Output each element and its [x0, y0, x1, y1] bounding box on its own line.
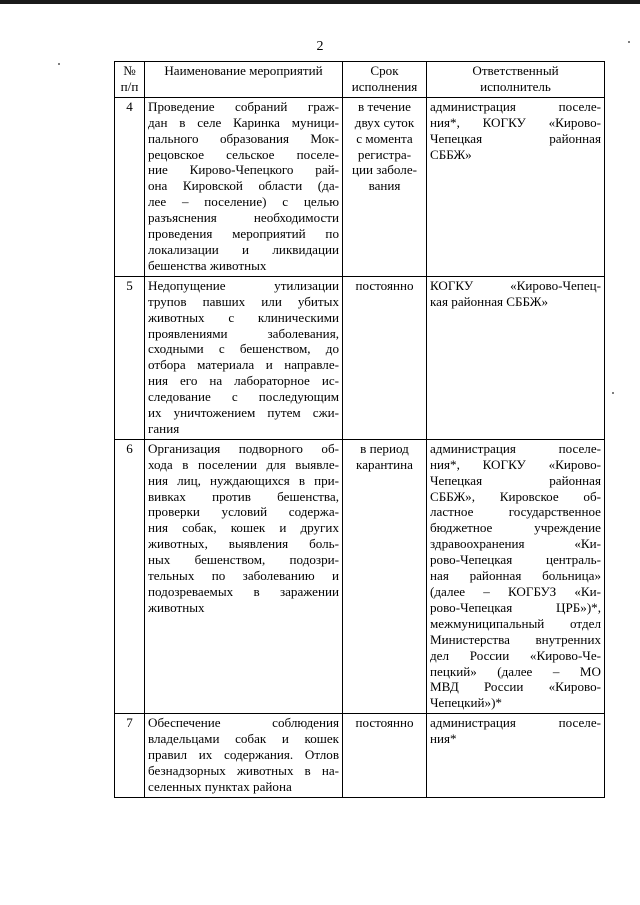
- cell-text-line: рово-Чепецкая ЦРБ»)*,: [430, 599, 601, 615]
- measure-term: [343, 439, 427, 713]
- cell-text-line: в течение: [358, 98, 411, 114]
- row-number: 7: [115, 714, 145, 798]
- cell-text-line: администрация поселе-: [430, 715, 601, 731]
- cell-text-line: вивках против бешенства,: [148, 488, 339, 504]
- cell-text-line: ластное государственное: [430, 504, 601, 520]
- cell-text-line: пального образования Мок-: [148, 130, 339, 146]
- cell-text-line: ная районная больница»: [430, 568, 601, 584]
- cell-text-line: Наименование мероприятий: [164, 63, 323, 78]
- cell-text-line: животных: [148, 599, 205, 615]
- cell-text-line: локализации и ликвидации: [148, 241, 339, 257]
- measure-term: [343, 276, 427, 439]
- cell-text-line: карантина: [356, 456, 413, 472]
- header-term: [343, 62, 427, 98]
- measure-responsible: [427, 439, 605, 713]
- measure-term: [343, 714, 427, 798]
- table-header-row: [115, 62, 605, 98]
- cell-text-line: постоянно: [355, 277, 414, 293]
- cell-text-line: в период: [360, 440, 409, 456]
- cell-text-line: их уничтожением путем сжи-: [148, 405, 339, 421]
- cell-text-line: проверки условий содержа-: [148, 504, 339, 520]
- measure-name: [145, 714, 343, 798]
- cell-text-line: ции заболе-: [351, 162, 418, 178]
- cell-text-line: администрация поселе-: [430, 440, 601, 456]
- cell-text-line: гания: [148, 420, 180, 436]
- cell-text-line: сходными с бешенством, до: [148, 341, 339, 357]
- cell-text-line: животных с клиническими: [148, 309, 339, 325]
- cell-text-line: администрация поселе-: [430, 98, 601, 114]
- cell-text-line: проявлениями заболевания,: [148, 325, 339, 341]
- cell-text-line: бешенства животных: [148, 257, 267, 273]
- header-number: [115, 62, 145, 98]
- cell-text-line: Министерства внутренних: [430, 631, 601, 647]
- header-responsible: [427, 62, 605, 98]
- page-top-edge: [0, 0, 640, 4]
- cell-text-line: разъяснения необходимости: [148, 210, 339, 226]
- cell-text-line: двух суток: [354, 114, 415, 130]
- measure-name: [145, 439, 343, 713]
- scan-speck: [612, 392, 614, 394]
- cell-text-line: безнадзорных животных в на-: [148, 762, 339, 778]
- page-number: 2: [316, 39, 324, 54]
- cell-text-line: рецовское сельское поселе-: [148, 146, 339, 162]
- row-number: 6: [115, 439, 145, 713]
- cell-text-line: КОГКУ «Кирово-Чепец-: [430, 277, 601, 293]
- cell-text-line: тельных по заболеванию и: [148, 568, 339, 584]
- measure-term: [343, 97, 427, 276]
- measure-name: [145, 97, 343, 276]
- cell-text-line: межмуниципальный отдел: [430, 615, 601, 631]
- cell-text-line: животных, выявления боль-: [148, 536, 339, 552]
- cell-text-line: кая районная СББЖ»: [430, 293, 549, 309]
- cell-text-line: Срок: [370, 63, 399, 78]
- cell-text-line: дан в селе Каринка муници-: [148, 114, 339, 130]
- cell-text-line: Организация подворного об-: [148, 440, 339, 456]
- row-number: 5: [115, 276, 145, 439]
- measure-responsible: [427, 97, 605, 276]
- cell-text-line: трупов павших или убитых: [148, 293, 339, 309]
- cell-text-line: ния*: [430, 731, 457, 747]
- table-row: [115, 714, 605, 798]
- cell-text-line: ных бешенством, подозри-: [148, 552, 339, 568]
- cell-text-line: хода в поселении для выявле-: [148, 456, 339, 472]
- cell-text-line: бюджетное учреждение: [430, 520, 601, 536]
- cell-text-line: с момента: [356, 130, 413, 146]
- cell-text-line: исполнения: [351, 78, 418, 94]
- scan-speck: [58, 63, 60, 65]
- cell-text-line: подозреваемых в заражении: [148, 584, 339, 599]
- cell-text-line: Проведение собраний граж-: [148, 98, 339, 114]
- header-measure-name: [145, 62, 343, 98]
- table-row: [115, 97, 605, 276]
- cell-text-line: Ответственный: [472, 63, 559, 78]
- cell-text-line: рово-Чепецкая централь-: [430, 552, 601, 568]
- cell-text-line: п/п: [120, 78, 139, 94]
- measure-responsible: [427, 276, 605, 439]
- cell-text-line: следование с последующим: [148, 389, 339, 405]
- cell-text-line: ния*, КОГКУ «Кирово-: [430, 114, 601, 130]
- table-row: [115, 276, 605, 439]
- cell-text-line: ния лиц, нуждающихся в при-: [148, 472, 339, 488]
- cell-text-line: СББЖ», Кировское об-: [430, 488, 601, 504]
- cell-text-line: Обеспечение соблюдения: [148, 715, 339, 731]
- cell-text-line: владельцами собак и кошек: [148, 731, 339, 747]
- cell-text-line: Недопущение утилизации: [148, 277, 339, 293]
- measure-name: [145, 276, 343, 439]
- cell-text-line: Чепецкий»)*: [430, 695, 502, 711]
- cell-text-line: (далее – КОГБУЗ «Ки-: [430, 584, 601, 599]
- cell-text-line: СББЖ»: [430, 146, 472, 162]
- cell-text-line: отбора материала и направле-: [148, 357, 339, 373]
- measures-table: [114, 61, 605, 798]
- cell-text-line: №: [123, 63, 136, 78]
- cell-text-line: правил их содержания. Отлов: [148, 747, 339, 763]
- cell-text-line: дел России «Кирово-Че-: [430, 647, 601, 663]
- cell-text-line: исполнитель: [480, 78, 551, 94]
- cell-text-line: Чепецкая районная: [430, 130, 601, 146]
- cell-text-line: регистра-: [357, 146, 412, 162]
- cell-text-line: ния*, КОГКУ «Кирово-: [430, 456, 601, 472]
- cell-text-line: здравоохранения «Ки-: [430, 536, 601, 552]
- cell-text-line: селенных пунктах района: [148, 778, 292, 794]
- cell-text-line: пецкий» (далее – МО: [430, 663, 601, 679]
- cell-text-line: она Кировской области (да-: [148, 178, 339, 194]
- cell-text-line: МВД России «Кирово-: [430, 679, 601, 695]
- cell-text-line: ния собак, кошек и других: [148, 520, 339, 536]
- table-row: [115, 439, 605, 713]
- cell-text-line: лее – поселение) с целью: [148, 194, 339, 210]
- cell-text-line: Чепецкая районная: [430, 472, 601, 488]
- row-number: 4: [115, 97, 145, 276]
- cell-text-line: вания: [368, 178, 401, 194]
- cell-text-line: ние Кирово-Чепецкого рай-: [148, 162, 339, 178]
- cell-text-line: постоянно: [355, 715, 414, 731]
- cell-text-line: ния его на лабораторное ис-: [148, 373, 339, 389]
- measure-responsible: [427, 714, 605, 798]
- cell-text-line: проведения мероприятий по: [148, 226, 339, 242]
